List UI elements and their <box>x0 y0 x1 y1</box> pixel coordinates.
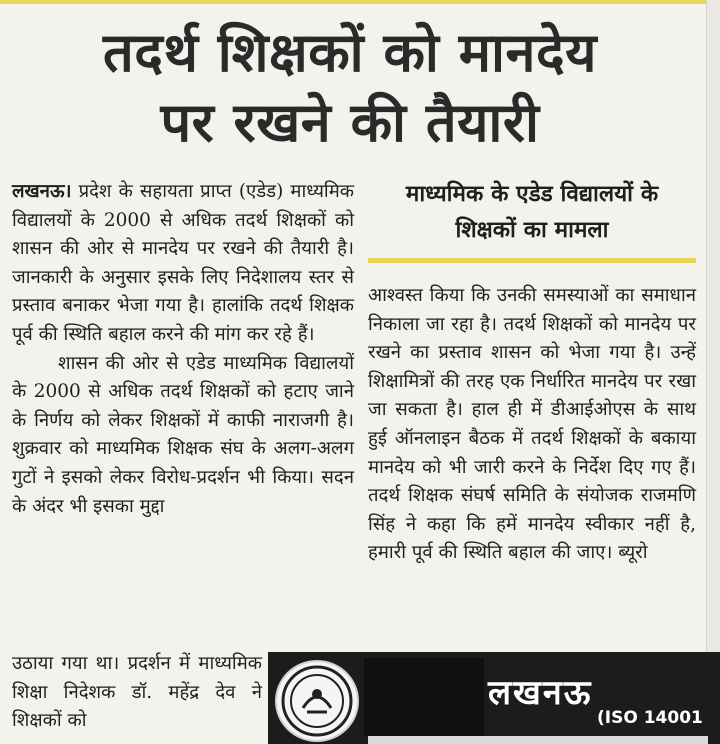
subheadline-line-1: माध्यमिक के एडेड विद्यालयों के <box>405 181 659 207</box>
article-column-left <box>12 178 354 521</box>
article-paragraph-2: शासन की ओर से एडेड माध्यमिक विद्यालयों के 2000 से अधिक तदर्थ शिक्षकों को हटाए जाने के निर्णय को लेकर शिक्षकों में काफी नाराजगी है। शुक्रवार को माध्यमिक शिक्षक संघ के अलग-अलग गुटों ने इसको लेकर विरोध-प्रदर्शन भी किया। सदन के अंदर भी इसका मुद्दा <box>12 352 354 517</box>
article-paragraph-2-continued: उठाया गया था। प्रदर्शन में माध्यमिक शिक्षा निदेशक डॉ. महेंद्र देव ने शिक्षकों को <box>12 653 262 732</box>
footer-dark-panel <box>364 658 484 736</box>
headline <box>0 18 700 158</box>
article-paragraph-1 <box>12 178 354 350</box>
paragraph-1-text: प्रदेश के सहायता प्राप्त (एडेड) माध्यमिक विद्यालयों के 2000 से अधिक तदर्थ शिक्षकों को शासन की ओर से मानदेय पर रखने की तैयारी है। जानकारी के अनुसार इसके लिए निदेशालय स्तर से प्रस्ताव बनाकर भेजा गया है। हालांकि तदर्थ शिक्षक पूर्व की स्थिति बहाल करने की मांग कर रहे हैं। <box>12 181 354 345</box>
footer-iso-label: (ISO 14001 <box>597 708 703 728</box>
article-column-left-continued <box>12 650 262 736</box>
headline-line-2: पर रखने की तैयारी <box>160 91 540 154</box>
footer-address-strip <box>368 736 708 744</box>
subheadline-rule <box>368 258 696 263</box>
dateline: लखनऊ। <box>12 181 72 202</box>
institution-seal-icon <box>275 660 359 742</box>
subheadline <box>364 176 700 248</box>
article-column-right <box>368 282 696 568</box>
subheadline-line-2: शिक्षकों का मामला <box>455 217 609 243</box>
footer-city-name: लखनऊ <box>488 673 593 713</box>
top-accent-rule <box>0 0 720 4</box>
adjacent-column-edge <box>706 0 720 744</box>
article-right-paragraph: आश्वस्त किया कि उनकी समस्याओं का समाधान निकाला जा रहा है। तदर्थ शिक्षकों को मानदेय पर रखने का प्रस्ताव शासन को भेजा गया है। उन्हें शिक्षामित्रों की तरह एक निर्धारित मानदेय पर रखा जा सकता है। हाल ही में डीआईओएस के साथ हुई ऑनलाइन बैठक में तदर्थ शिक्षकों के बकाया मानदेय को भी जारी करने के निर्देश दिए गए हैं। तदर्थ शिक्षक संघर्ष समिति के संयोजक राजमणि सिंह ने कहा कि हमें मानदेय स्वीकार नहीं है, हमारी पूर्व की स्थिति बहाल की जाए। ब्यूरो <box>368 285 696 564</box>
headline-line-1: तदर्थ शिक्षकों को मानदेय <box>103 21 597 84</box>
